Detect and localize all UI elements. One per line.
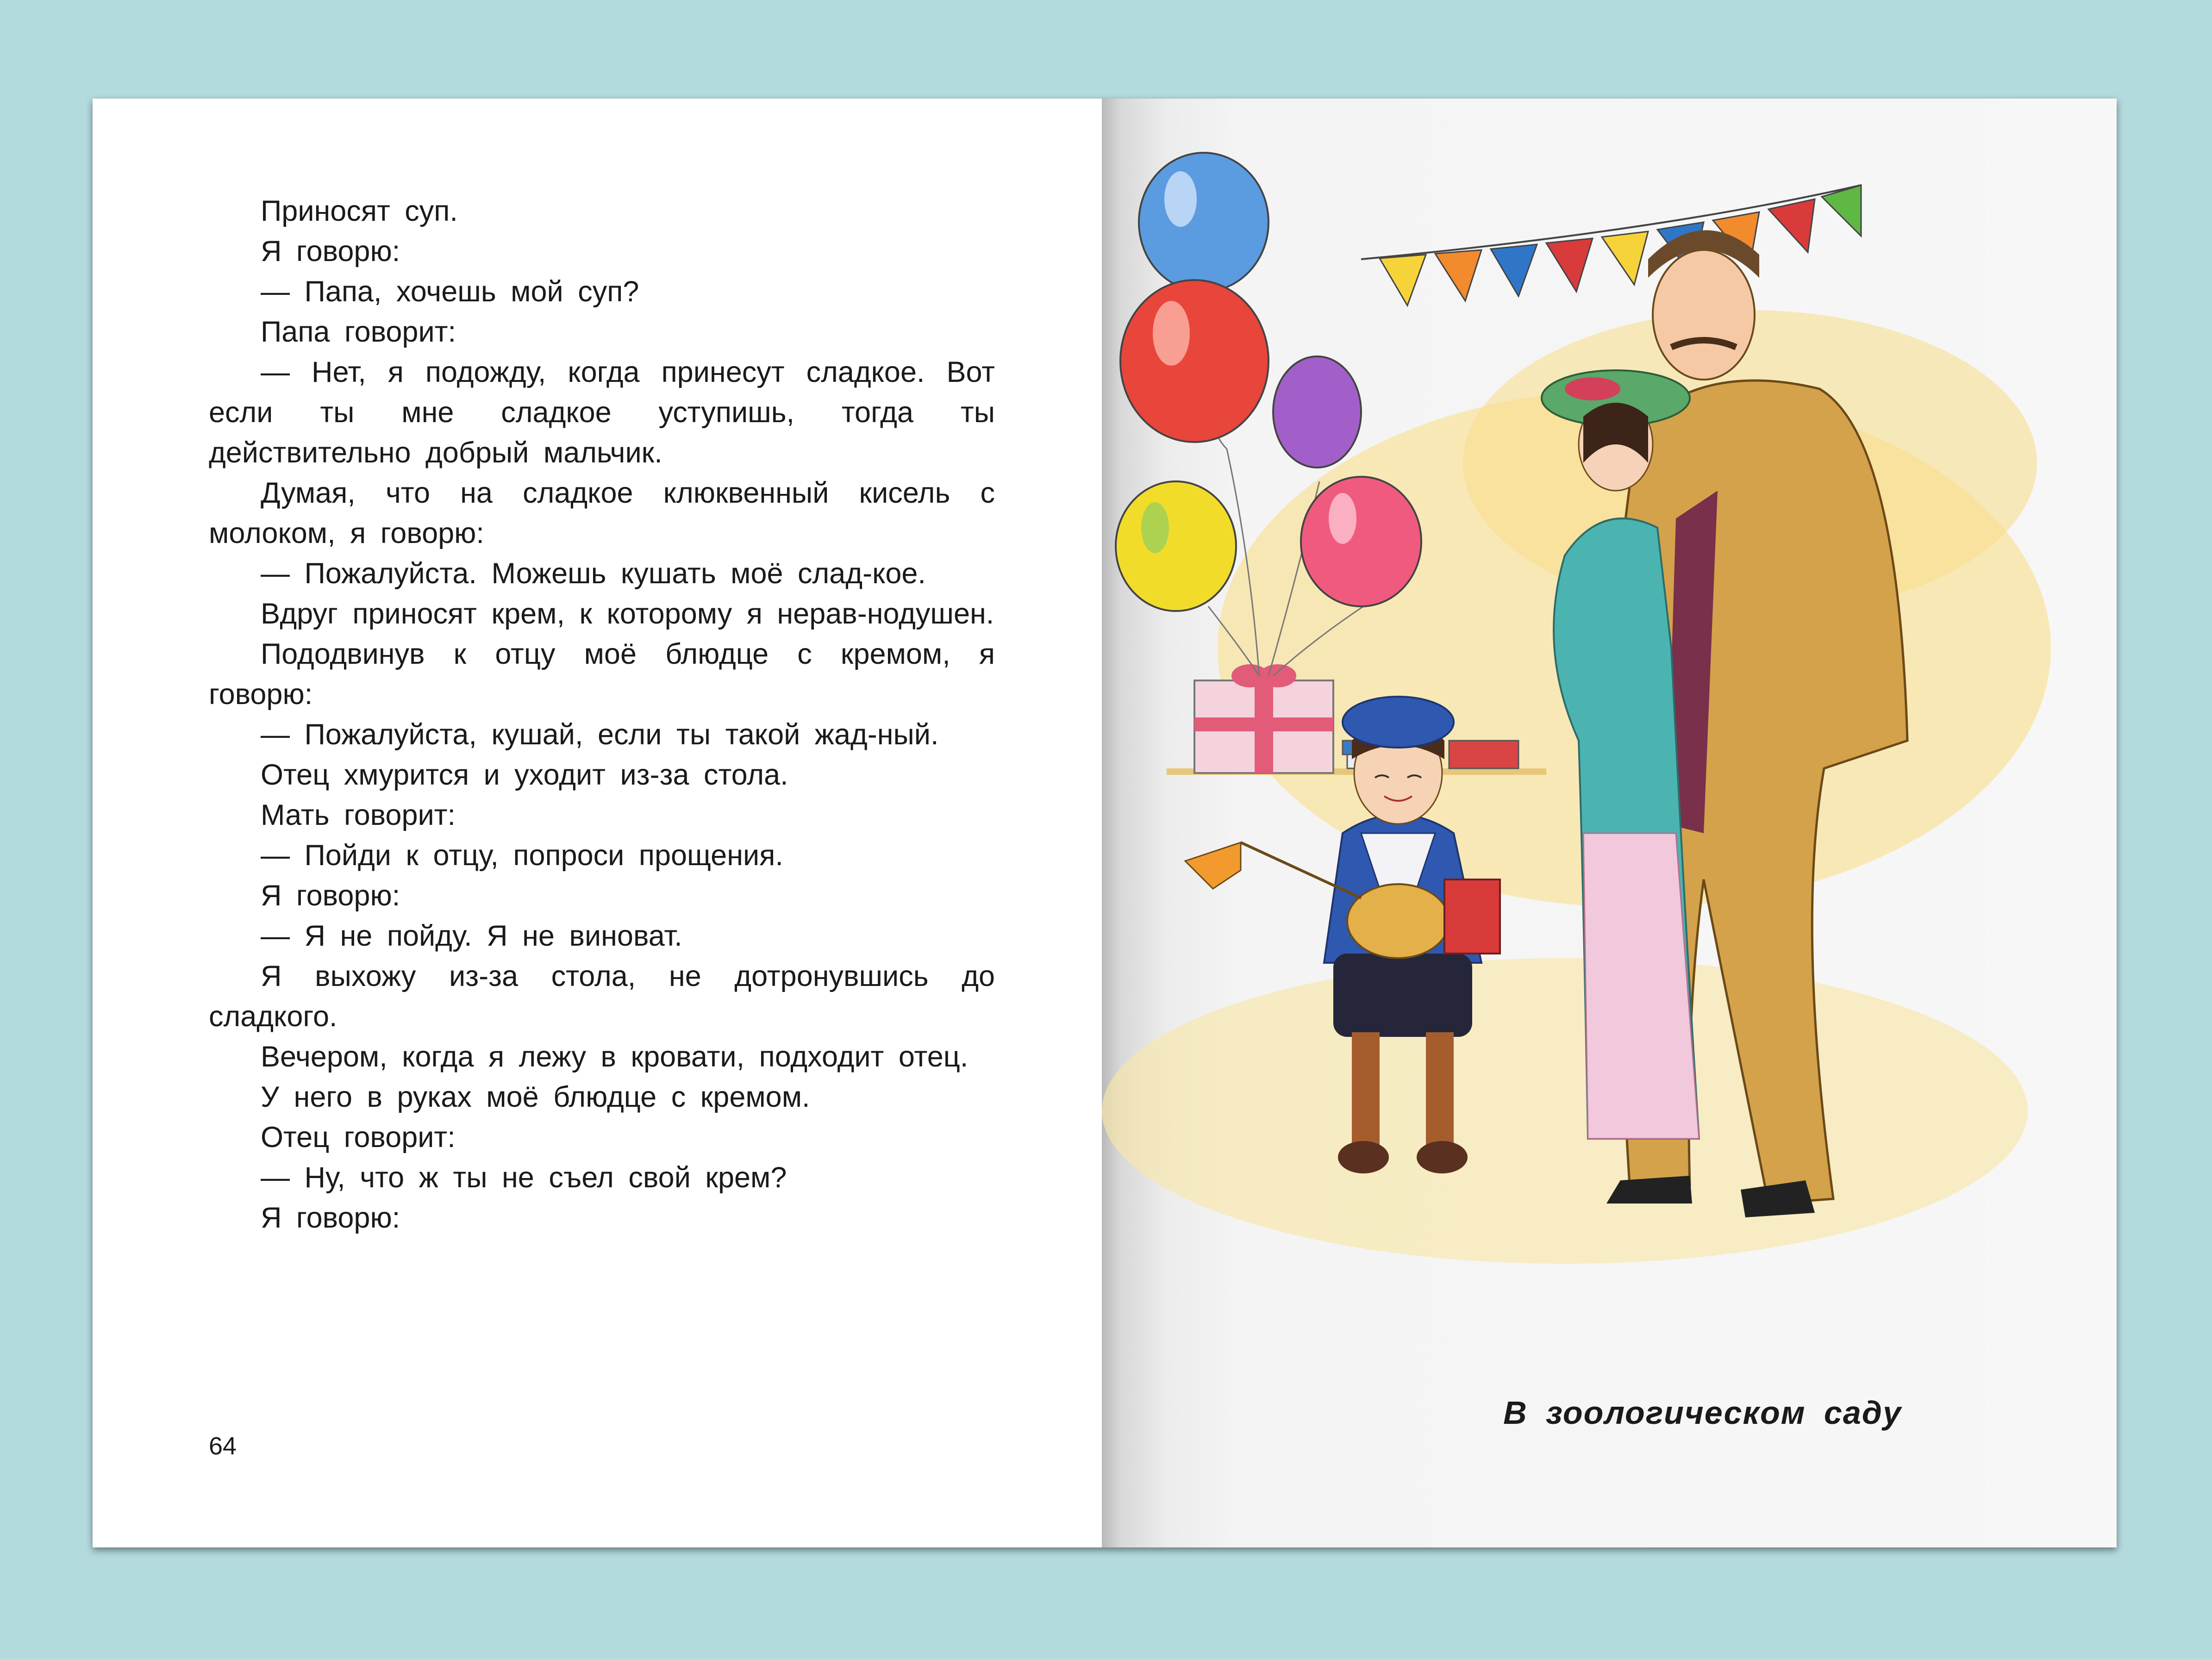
gift-box xyxy=(1194,664,1333,773)
paragraph: Я выхожу из-за стола, не дотронувшись до сладкого. xyxy=(209,960,995,1033)
paragraph: Пододвинув к отцу моё блюдце с кремом, я говорю: xyxy=(209,638,995,711)
paragraph: — Пожалуйста. Можешь кушать моё слад-кое. xyxy=(261,557,926,590)
paragraph: Отец хмурится и уходит из-за стола. xyxy=(261,759,788,791)
paragraph: — Я не пойду. Я не виноват. xyxy=(261,920,682,952)
paragraph: Приносят суп. xyxy=(261,195,458,227)
paragraph: Я говорю: xyxy=(261,1202,400,1234)
paragraph: Мать говорит: xyxy=(261,799,456,831)
story-text xyxy=(209,191,995,1238)
paragraph: — Нет, я подожду, когда принесут сладкое. Вот если ты мне сладкое уступишь, тогда ты действительно добрый мальчик. xyxy=(209,356,995,469)
illustration-caption: В зоологическом саду xyxy=(1503,1395,1902,1431)
page-number: 64 xyxy=(209,1432,237,1460)
paragraph: У него в руках моё блюдце с кремом. xyxy=(261,1081,810,1113)
paragraph: — Пойди к отцу, попроси прощения. xyxy=(261,839,783,872)
paragraph: — Пожалуйста, кушай, если ты такой жад-ный. xyxy=(261,718,939,751)
paragraph: — Ну, что ж ты не съел свой крем? xyxy=(261,1161,787,1194)
paragraph: Я говорю: xyxy=(261,235,400,268)
paragraph: Я говорю: xyxy=(261,879,400,912)
left-page xyxy=(93,99,1102,1547)
paragraph: — Папа, хочешь мой суп? xyxy=(261,275,639,308)
bunting-flags xyxy=(1380,185,1861,306)
paragraph: Вечером, когда я лежу в кровати, подходит отец. xyxy=(261,1041,969,1073)
paragraph: Отец говорит: xyxy=(261,1121,456,1154)
paragraph: Думая, что на сладкое клюквенный кисель с молоком, я говорю: xyxy=(209,477,995,549)
illustration xyxy=(1102,139,2051,1389)
paragraph: Папа говорит: xyxy=(261,316,456,348)
paragraph: Вдруг приносят крем, к которому я нерав-нодушен. xyxy=(261,598,994,630)
